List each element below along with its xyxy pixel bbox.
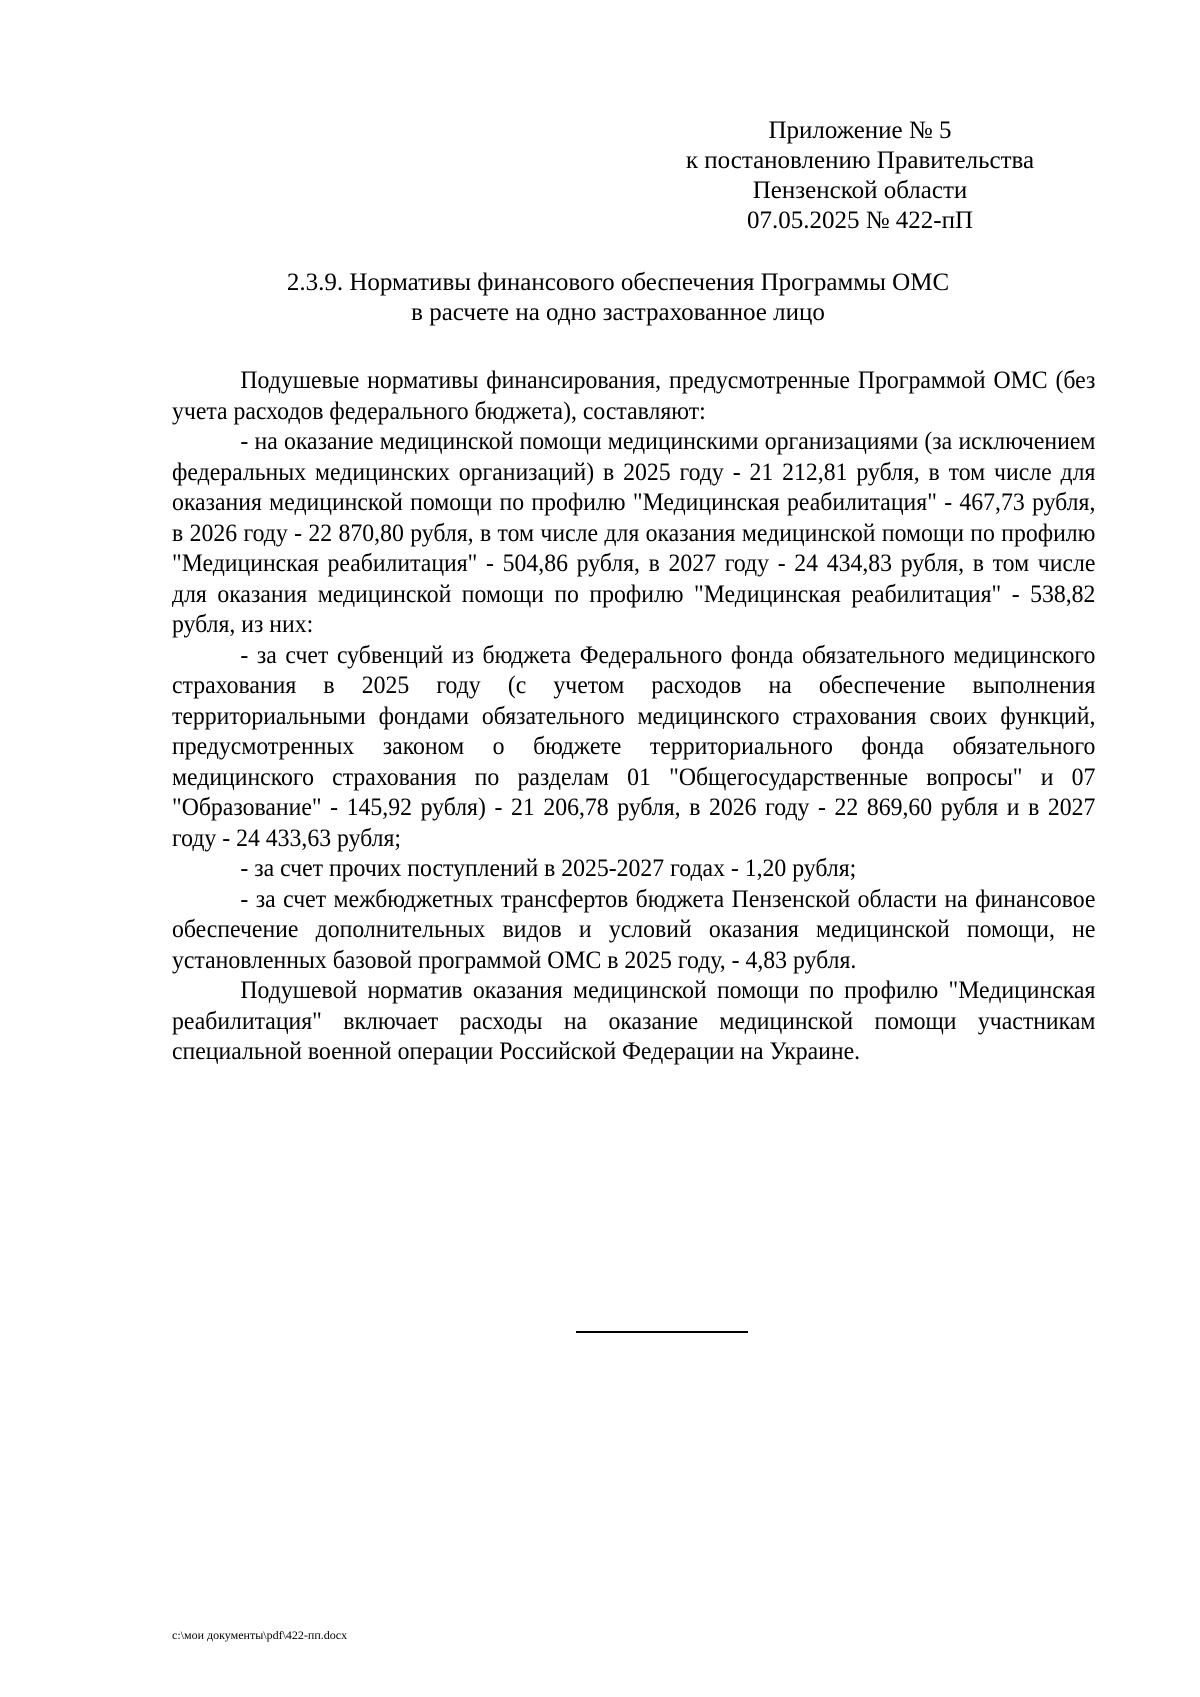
closing-divider <box>576 1331 748 1333</box>
paragraph-interbudget-transfers: - за счет межбюджетных трансфертов бюджета Пензенской области на финансовое обеспечение дополнительных видов и условий оказания медицинской помощи, не установленных базовой программой ОМС в 2025 году, - 4,83 рубля. <box>172 885 1096 974</box>
paragraph-subventions: - за счет субвенций из бюджета Федерального фонда обязательного медицинского страхования в 2025 году (с учетом расходов на обеспечение выполнения территориальными фондами обязательного медицинского страхования своих функций, предусмотренных законом о бюджете территориального фонда обязательного медицинского страхования по разделам 01 "Общегосударственные вопросы" и 07 "Образование" - 145,92 рубля) - 21 206,78 рубля, в 2026 году - 22 869,60 рубля и в 2027 году - 24 433,63 рубля; <box>172 641 1096 852</box>
section-title-line-1: 2.3.9. Нормативы финансового обеспечения Программы ОМС <box>286 269 950 296</box>
paragraph-medical-organizations: - на оказание медицинской помощи медицинскими организациями (за исключением федеральных медицинских организаций) в 2025 году - 21 212,81 рубля, в том числе для оказания медицинской помощи по профилю "Медицинская реабилитация" - 467,73 рубля, в 2026 году - 22 870,80 рубля, в том числе для оказания медицинской помощи по профилю "Медицинская реабилитация" - 504,86 рубля, в 2027 году - 24 434,83 рубля, в том числе для оказания медицинской помощи по профилю "Медицинская реабилитация" - 538,82 рубля, из них: <box>172 428 1096 638</box>
paragraph-intro: Подушевые нормативы финансирования, предусмотренные Программой ОМС (без учета расходов федерального бюджета), составляют: <box>172 367 1096 425</box>
appendix-date-number: 07.05.2025 № 422-пП <box>746 207 974 234</box>
appendix-number: Приложение № 5 <box>768 117 952 144</box>
paragraph-rehabilitation: Подушевой норматив оказания медицинской помощи по профилю "Медицинская реабилитация" включает расходы на оказание медицинской помощи участникам специальной военной операции Российской Федерации на Украине. <box>172 977 1096 1065</box>
section-title <box>172 268 1064 328</box>
paragraph-other-receipts: - за счет прочих поступлений в 2025-2027 годах - 1,20 рубля; <box>240 855 857 882</box>
appendix-region: Пензенской области <box>752 177 968 204</box>
appendix-reference: к постановлению Правительства <box>685 147 1035 174</box>
document-body <box>172 366 1095 1068</box>
section-title-line-2: в расчете на одно застрахованное лицо <box>411 299 825 326</box>
appendix-header <box>640 116 1080 236</box>
footer-file-path: c:\мои документы\pdf\422-пп.docx <box>172 1628 348 1642</box>
